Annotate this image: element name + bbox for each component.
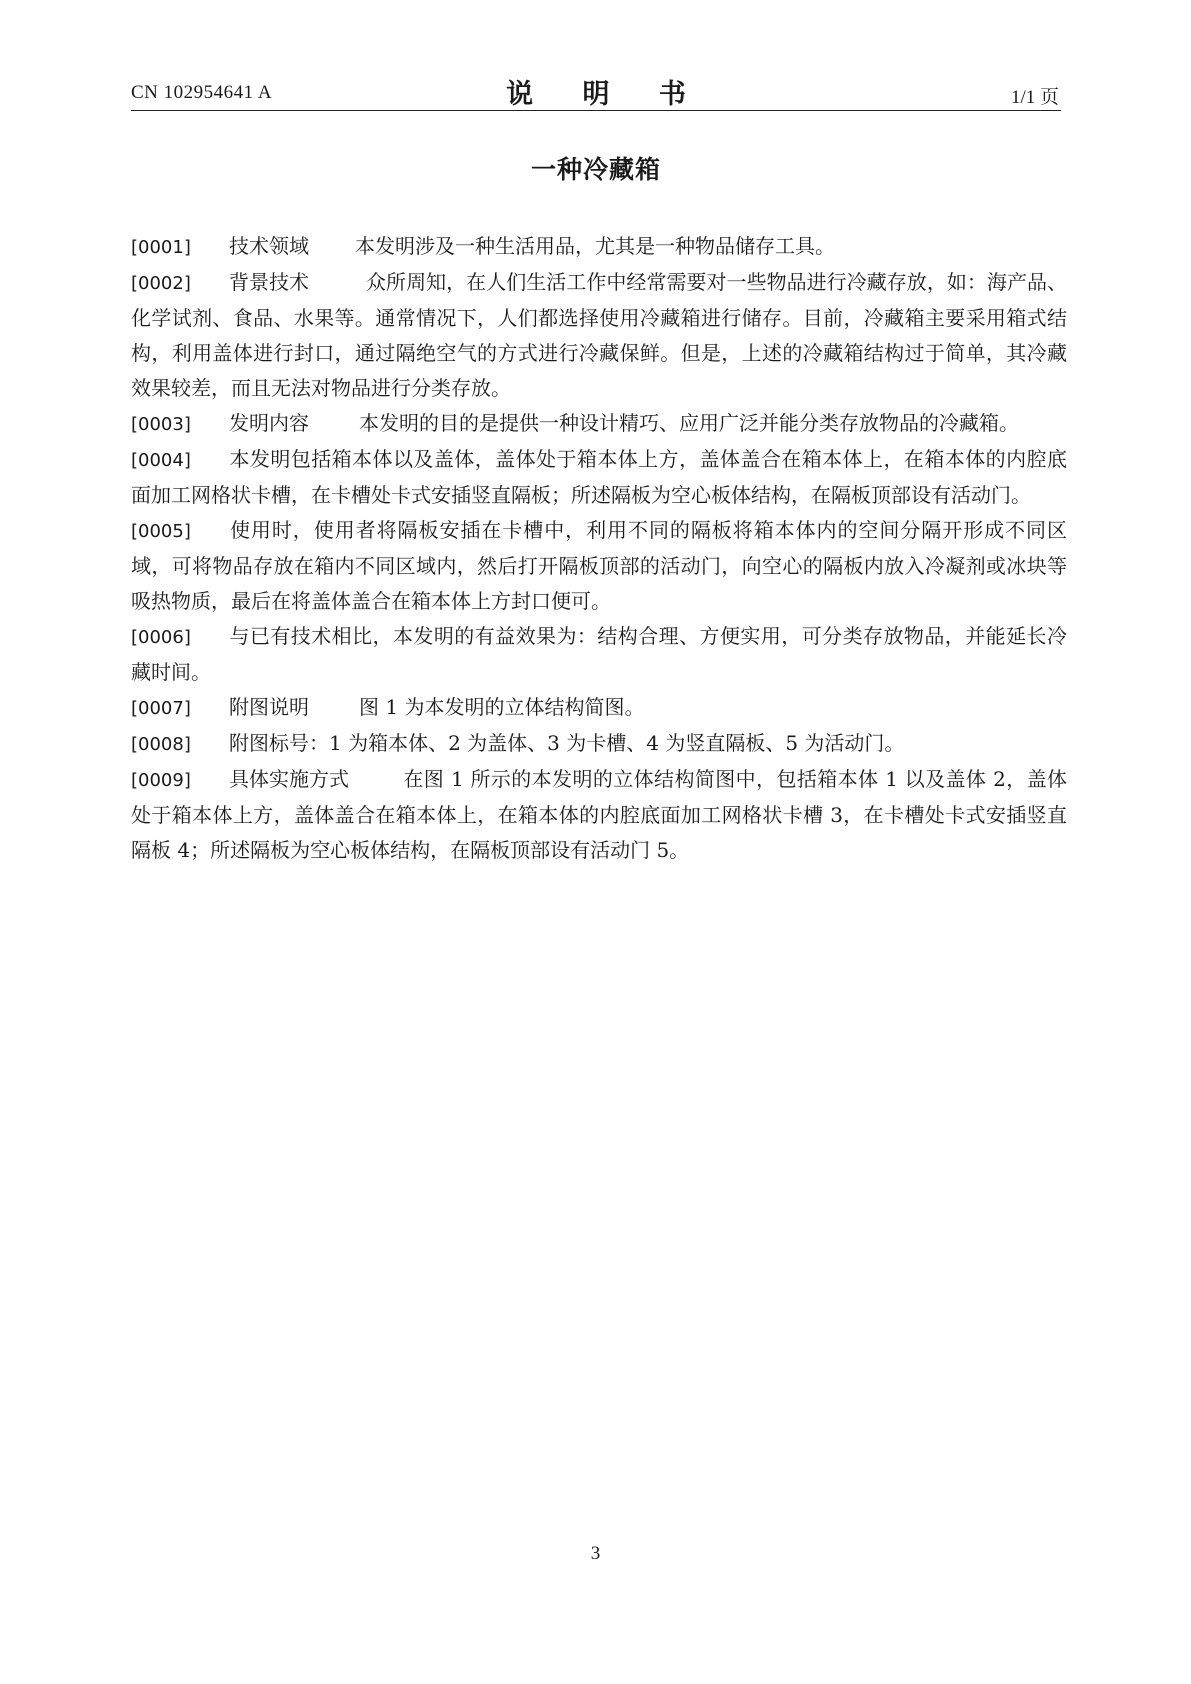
description-body <box>131 229 1067 868</box>
section-heading: 背景技术 <box>229 270 309 294</box>
paragraph <box>131 690 1067 726</box>
paragraph-text: 使用时，使用者将隔板安插在卡槽中，利用不同的隔板将箱本体内的空间分隔开形成不同区域，可将物品存放在箱内不同区域内，然后打开隔板顶部的活动门，向空心的隔板内放入冷凝剂或冰块等吸热物质，最后在将盖体盖合在箱本体上方封口便可。 <box>131 518 1067 613</box>
paragraph <box>131 513 1067 619</box>
page-info: 1/1 页 <box>1010 87 1059 108</box>
paragraph-number: [0004] <box>131 450 191 471</box>
paragraph-number: [0005] <box>131 521 191 542</box>
document-title: 一种冷藏箱 <box>530 155 661 184</box>
paragraph-number: [0001] <box>131 237 191 258</box>
section-heading: 具体实施方式 <box>229 767 349 791</box>
section-heading: 发明内容 <box>229 411 309 435</box>
paragraph <box>131 619 1067 690</box>
paragraph <box>131 762 1067 868</box>
page-number: 3 <box>590 1543 601 1564</box>
paragraph-text: 本发明的目的是提供一种设计精巧、应用广泛并能分类存放物品的冷藏箱。 <box>359 411 1019 435</box>
paragraph <box>131 265 1067 406</box>
paragraph-number: [0006] <box>131 627 191 648</box>
paragraph-text: 本发明包括箱本体以及盖体，盖体处于箱本体上方，盖体盖合在箱本体上，在箱本体的内腔底面加工网格状卡槽，在卡槽处卡式安插竖直隔板；所述隔板为空心板体结构，在隔板顶部设有活动门。 <box>131 447 1067 507</box>
paragraph <box>131 726 1067 762</box>
paragraph-number: [0008] <box>131 734 191 755</box>
paragraph-number: [0009] <box>131 770 191 791</box>
paragraph-text: 在图 1 所示的本发明的立体结构简图中，包括箱本体 1 以及盖体 2，盖体处于箱本体上方，盖体盖合在箱本体上，在箱本体的内腔底面加工网格状卡槽 3，在卡槽处卡式安插竖直隔板 4；所述隔板为空心板体结构，在隔板顶部设有活动门 5。 <box>131 767 1067 862</box>
paragraph <box>131 406 1067 442</box>
paragraph-text: 附图标号：1 为箱本体、2 为盖体、3 为卡槽、4 为竖直隔板、5 为活动门。 <box>229 731 905 755</box>
page-header <box>131 70 1061 111</box>
paragraph <box>131 442 1067 513</box>
section-heading: 技术领域 <box>229 234 309 258</box>
paragraph-text: 众所周知，在人们生活工作中经常需要对一些物品进行冷藏存放，如：海产品、化学试剂、食品、水果等。通常情况下，人们都选择使用冷藏箱进行储存。目前，冷藏箱主要采用箱式结构，利用盖体进行封口，通过隔绝空气的方式进行冷藏保鲜。但是，上述的冷藏箱结构过于简单，其冷藏效果较差，而且无法对物品进行分类存放。 <box>131 270 1067 400</box>
paragraph-text: 图 1 为本发明的立体结构简图。 <box>359 695 645 719</box>
paragraph-text: 本发明涉及一种生活用品，尤其是一种物品储存工具。 <box>355 234 835 258</box>
paragraph <box>131 229 1067 265</box>
paragraph-number: [0007] <box>131 698 191 719</box>
paragraph-number: [0002] <box>131 273 191 294</box>
document-type: 说 明 书 <box>506 79 706 110</box>
publication-number: CN 102954641 A <box>131 82 273 103</box>
paragraph-number: [0003] <box>131 414 191 435</box>
paragraph-text: 与已有技术相比，本发明的有益效果为：结构合理、方便实用，可分类存放物品，并能延长冷藏时间。 <box>131 624 1067 684</box>
section-heading: 附图说明 <box>229 695 309 719</box>
